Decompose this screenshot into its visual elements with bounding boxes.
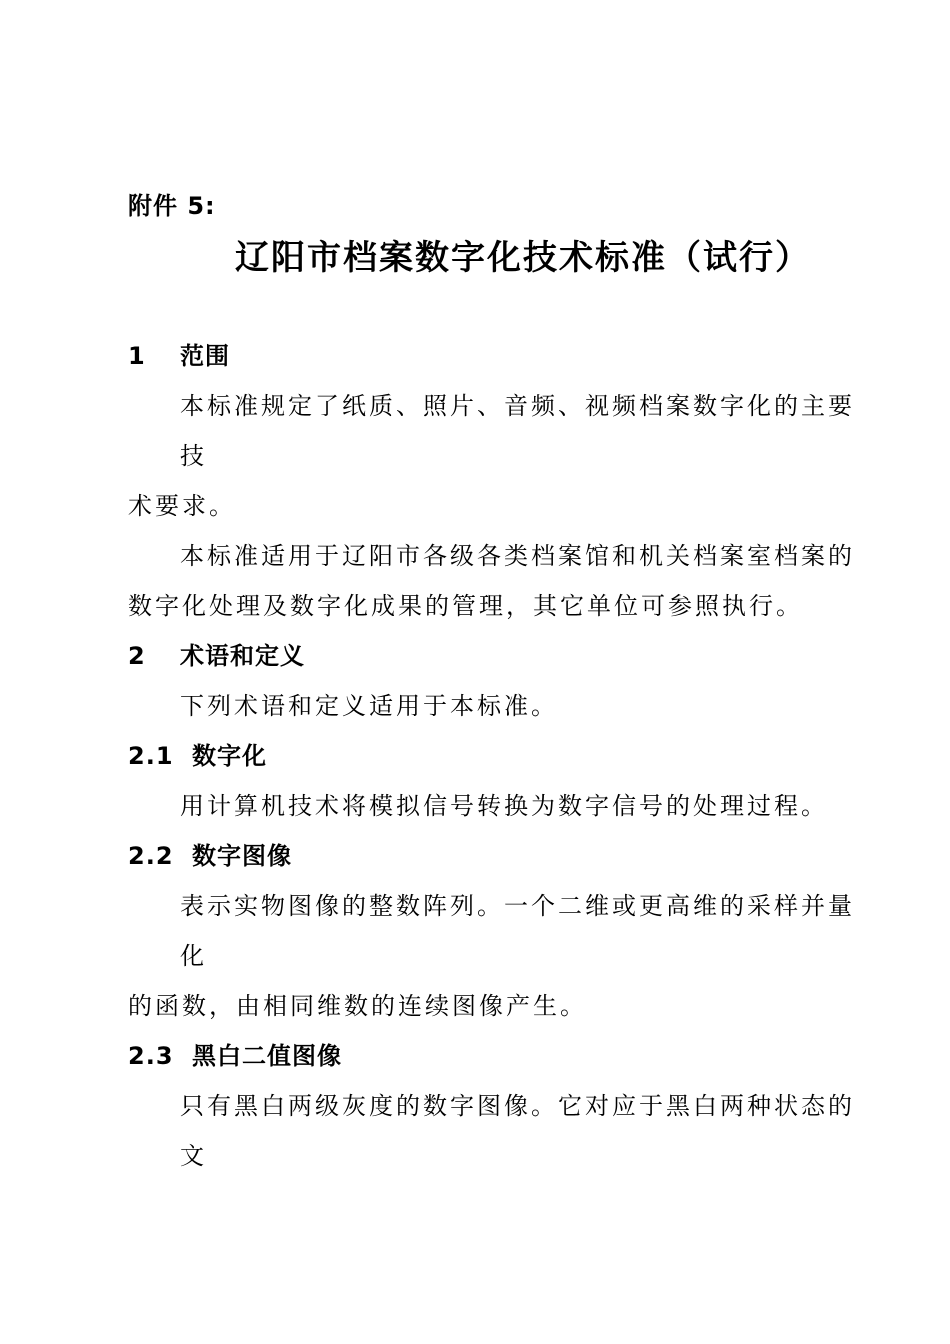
paragraph-line: 本标准规定了纸质、照片、音频、视频档案数字化的主要 <box>180 392 855 420</box>
paragraph-line: 文 <box>180 1142 207 1170</box>
paragraph-line: 数字化处理及数字化成果的管理，其它单位可参照执行。 <box>128 592 803 620</box>
paragraph-line: 本标准适用于辽阳市各级各类档案馆和机关档案室档案的 <box>180 542 855 570</box>
section-number: 2 <box>128 642 146 670</box>
paragraph-line: 技 <box>180 442 207 470</box>
section-number: 2.3 <box>128 1042 174 1070</box>
section-number: 2.1 <box>128 742 174 770</box>
paragraph-line: 下列术语和定义适用于本标准。 <box>180 692 558 720</box>
section-title: 范围 <box>180 342 230 370</box>
paragraph-line: 表示实物图像的整数阵列。一个二维或更高维的采样并量 <box>180 892 855 920</box>
paragraph-line: 术要求。 <box>128 492 236 520</box>
section-title: 数字化 <box>192 742 267 770</box>
attachment-label: 附件 5: <box>128 192 216 220</box>
section-number: 1 <box>128 342 146 370</box>
page-title: 辽阳市档案数字化技术标准（试行） <box>235 238 811 278</box>
paragraph-line: 的函数，由相同维数的连续图像产生。 <box>128 992 587 1020</box>
paragraph-line: 化 <box>180 942 207 970</box>
section-title: 黑白二值图像 <box>192 1042 342 1070</box>
section-title: 术语和定义 <box>180 642 305 670</box>
paragraph-line: 只有黑白两级灰度的数字图像。它对应于黑白两种状态的 <box>180 1092 855 1120</box>
section-number: 2.2 <box>128 842 174 870</box>
paragraph-line: 用计算机技术将模拟信号转换为数字信号的处理过程。 <box>180 792 828 820</box>
section-title: 数字图像 <box>192 842 292 870</box>
